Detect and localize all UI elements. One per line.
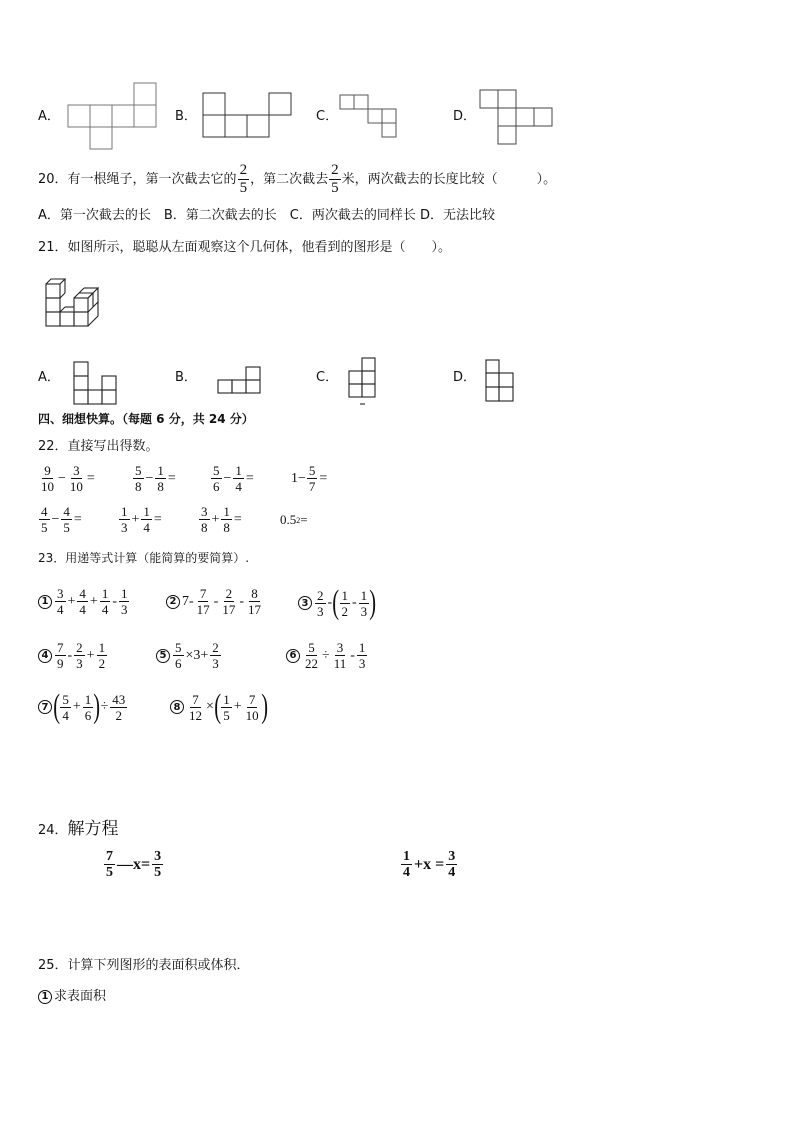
equals: = — [86, 470, 95, 486]
numerator: 1 — [84, 691, 92, 707]
q23-expr-8 — [170, 690, 267, 724]
denominator: 9 — [57, 656, 64, 671]
denominator: 2 — [341, 603, 348, 619]
q22-item-8 — [280, 512, 308, 528]
operator: - — [239, 593, 245, 609]
fraction — [133, 463, 144, 494]
numerator: 5 — [308, 463, 316, 478]
denominator: 5 — [239, 180, 248, 196]
denominator: 8 — [201, 520, 208, 535]
circled-number: 4 — [38, 649, 52, 663]
denominator: 2 — [98, 656, 106, 671]
fraction — [119, 504, 130, 535]
operator: - — [352, 595, 357, 610]
fraction — [210, 640, 221, 671]
square-exponent: 2 — [296, 515, 301, 525]
q22-item-1 — [38, 463, 96, 494]
q20-text-c: 米，两次截去的长度比较（ ）。 — [341, 171, 557, 187]
equation-middle: +x = — [414, 855, 445, 873]
denominator: 4 — [79, 602, 86, 617]
q20-text-a: 有一根绳子，第一次截去它的 — [67, 171, 237, 187]
numerator: 1 — [120, 586, 128, 601]
numerator: 1 — [223, 691, 230, 707]
q23-expr-6 — [286, 640, 368, 671]
operator: − — [51, 511, 60, 527]
q23-expr-1 — [38, 586, 130, 617]
right-paren: ) — [93, 688, 101, 725]
fraction — [357, 640, 368, 671]
q21-question: 21．如图所示，聪聪从左面观察这个几何体，他看到的图形是（ ）。 — [38, 240, 452, 255]
fraction — [211, 463, 222, 494]
q19-option-d-label: D． — [453, 109, 477, 124]
q23-expr-2 — [166, 586, 264, 617]
equals: = — [73, 511, 82, 527]
equation-middle: —x= — [117, 855, 151, 873]
numerator: 1 — [358, 640, 366, 655]
operator: + — [131, 511, 140, 527]
fraction — [83, 692, 94, 723]
fraction — [187, 692, 204, 723]
denominator: 4 — [62, 707, 69, 723]
operator: + — [67, 593, 76, 609]
q22-item-3 — [210, 463, 255, 494]
fraction — [446, 849, 457, 880]
denominator: 8 — [135, 479, 142, 494]
denominator: 3 — [120, 602, 128, 617]
fraction — [60, 692, 71, 723]
denominator: 8 — [223, 520, 230, 535]
denominator: 5 — [223, 707, 230, 723]
fraction — [315, 588, 326, 619]
q19-option-d-net — [480, 90, 552, 144]
fraction — [100, 586, 111, 617]
denominator: 7 — [308, 479, 316, 494]
q21-option-c-label: C． — [316, 370, 339, 385]
equals: = — [233, 511, 242, 527]
numerator: 1 — [98, 640, 106, 655]
fraction — [332, 640, 349, 671]
q22-question: 22．直接写出得数。 — [38, 439, 159, 454]
q20-question — [38, 162, 556, 197]
denominator: 3 — [212, 656, 219, 671]
denominator: 10 — [69, 479, 83, 494]
q24-equation-2 — [400, 849, 458, 880]
numerator: 2 — [212, 640, 219, 655]
numerator: 1 — [235, 463, 242, 478]
numerator: 1 — [143, 504, 150, 519]
numerator: 2 — [239, 162, 248, 178]
q21-option-c-view — [347, 357, 377, 407]
numerator: 5 — [135, 463, 142, 478]
operator: ×3+ — [185, 647, 209, 663]
q22-item-7 — [198, 504, 243, 535]
q23-question: 23．用递等式计算（能简算的要简算）. — [38, 551, 250, 565]
denominator: 4 — [403, 865, 410, 880]
q25-sub-text: 求表面积 — [54, 989, 107, 1004]
operator: ÷ — [100, 699, 109, 714]
denominator: 4 — [57, 602, 64, 617]
denominator: 6 — [213, 479, 220, 494]
numerator: 5 — [62, 691, 69, 707]
operator: - — [350, 647, 355, 663]
left-paren: ( — [214, 688, 221, 725]
operator: + — [211, 511, 220, 527]
fraction — [307, 463, 318, 494]
operator: − — [145, 470, 154, 486]
numerator: 3 — [448, 849, 456, 864]
q23-expr-4 — [38, 640, 108, 671]
fraction — [199, 504, 210, 535]
denominator: 2 — [115, 707, 122, 723]
q23-expr-3 — [298, 586, 376, 620]
numerator: 3 — [201, 504, 208, 519]
numerator: 43 — [112, 691, 126, 707]
denominator: 6 — [175, 656, 182, 671]
denominator: 6 — [84, 707, 92, 723]
q19-option-a-label: A． — [38, 109, 60, 124]
prefix: 1− — [291, 470, 306, 486]
q24-number: 24． — [38, 823, 68, 838]
q20-options: A．第一次截去的长 B．第二次截去的长 C．两次截去的同样长 D．无法比较 — [38, 208, 496, 223]
denominator: 4 — [235, 479, 242, 494]
fraction — [195, 586, 212, 617]
numerator: 3 — [57, 586, 64, 601]
q24-title: 解方程 — [67, 819, 119, 839]
q21-option-b-label: B． — [175, 370, 197, 385]
numerator: 1 — [341, 587, 348, 603]
operator: - — [112, 593, 117, 609]
numerator: 7 — [248, 691, 256, 707]
q21-option-a-label: A． — [38, 370, 60, 385]
fraction — [97, 640, 108, 671]
operator: − — [223, 470, 232, 486]
fraction — [61, 504, 72, 535]
q19-option-b-net — [203, 93, 293, 139]
fraction — [173, 640, 184, 671]
fraction — [244, 692, 261, 723]
circled-number: 7 — [38, 700, 52, 714]
operator: ÷ — [322, 647, 330, 663]
q23-expr-5 — [156, 640, 222, 671]
numerator: 7 — [199, 586, 207, 601]
fraction — [220, 586, 237, 617]
fraction — [68, 463, 85, 494]
fraction — [119, 586, 130, 617]
numerator: 5 — [175, 640, 182, 655]
fraction — [221, 692, 232, 723]
numerator: 1 — [360, 587, 368, 603]
fraction — [77, 586, 88, 617]
fraction — [246, 586, 263, 617]
section-4-title: 四、细想快算。（每题 6 分，共 24 分） — [38, 412, 254, 426]
operator: + — [86, 647, 95, 663]
denominator: 11 — [333, 656, 347, 671]
q22-item-4 — [291, 463, 328, 494]
q20-fraction-1 — [238, 162, 250, 197]
fraction — [340, 588, 351, 619]
fraction — [39, 463, 56, 494]
q25-question: 25．计算下列图形的表面积或体积． — [38, 958, 250, 973]
denominator: 17 — [196, 602, 210, 617]
fraction — [155, 463, 166, 494]
circled-number: 1 — [38, 990, 52, 1004]
denominator: 5 — [41, 520, 48, 535]
fraction — [141, 504, 152, 535]
q24-question — [38, 814, 119, 840]
operator: - — [67, 647, 73, 663]
numerator: 4 — [41, 504, 48, 519]
numerator: 2 — [225, 586, 233, 601]
denominator: 12 — [189, 707, 202, 723]
numerator: 5 — [308, 640, 315, 655]
denominator: 5 — [154, 865, 162, 880]
left-paren: ( — [332, 584, 340, 621]
fraction — [221, 504, 232, 535]
fraction — [401, 849, 412, 880]
operator: + — [72, 699, 81, 714]
operator: + — [233, 699, 242, 714]
right-paren: ) — [260, 688, 268, 725]
q21-option-d-label: D． — [453, 370, 477, 385]
numerator: 4 — [63, 504, 70, 519]
q24-equation-1 — [103, 849, 164, 880]
q20-text-b: ，第二次截去 — [250, 171, 329, 187]
fraction — [74, 640, 85, 671]
q19-option-a-net — [68, 83, 158, 150]
fraction — [303, 640, 320, 671]
denominator: 4 — [101, 602, 109, 617]
denominator: 5 — [63, 520, 70, 535]
q21-option-d-view — [485, 359, 515, 403]
circled-number: 3 — [298, 596, 312, 610]
fraction — [233, 463, 244, 494]
numerator: 4 — [79, 586, 86, 601]
fraction — [152, 849, 163, 880]
denominator: 5 — [331, 180, 339, 196]
numerator: 1 — [223, 504, 230, 519]
circled-number: 1 — [38, 595, 52, 609]
numerator: 3 — [336, 640, 344, 655]
circled-number: 8 — [170, 700, 184, 714]
operator: + — [89, 593, 98, 609]
numerator: 2 — [76, 640, 83, 655]
denominator: 17 — [222, 602, 236, 617]
circled-number: 5 — [156, 649, 170, 663]
q19-option-b-label: B． — [175, 109, 197, 124]
equals: = — [153, 511, 162, 527]
numerator: 1 — [403, 849, 410, 864]
equals: = — [300, 512, 308, 527]
numerator: 8 — [251, 586, 258, 601]
equals: = — [319, 470, 328, 486]
q21-option-a-view — [73, 361, 117, 405]
numerator: 2 — [317, 587, 324, 603]
numerator: 7 — [106, 849, 113, 864]
numerator: 1 — [157, 463, 164, 478]
fraction — [39, 504, 50, 535]
q25-sub-1 — [38, 988, 106, 1006]
denominator: 3 — [121, 520, 128, 535]
left-paren: ( — [53, 688, 61, 725]
numerator: 9 — [44, 463, 51, 478]
equals: = — [167, 470, 176, 486]
q20-number: 20． — [38, 171, 68, 187]
denominator: 4 — [448, 865, 456, 880]
operator: − — [58, 470, 66, 486]
denominator: 3 — [76, 656, 83, 671]
operator: - — [327, 595, 333, 610]
denominator: 10 — [245, 707, 259, 723]
numerator: 3 — [154, 849, 162, 864]
square-base: 0.5 — [280, 512, 297, 527]
operator: - — [213, 593, 219, 609]
q21-solid-figure — [46, 282, 102, 328]
q19-option-c-net — [340, 95, 400, 139]
equals: = — [245, 470, 254, 486]
numerator: 3 — [73, 463, 80, 478]
q22-item-5 — [38, 504, 83, 535]
denominator: 3 — [317, 603, 324, 619]
fraction — [359, 588, 370, 619]
denominator: 8 — [157, 479, 164, 494]
q23-expr-7 — [38, 690, 128, 724]
q22-item-6 — [118, 504, 163, 535]
denominator: 5 — [106, 865, 113, 880]
numerator: 5 — [213, 463, 220, 478]
numerator: 7 — [57, 640, 64, 655]
denominator: 10 — [41, 479, 54, 494]
numerator: 1 — [121, 504, 128, 519]
operator: × — [206, 699, 214, 714]
fraction — [55, 640, 66, 671]
numerator: 2 — [331, 162, 339, 178]
denominator: 3 — [360, 603, 368, 619]
q22-item-2 — [132, 463, 177, 494]
circled-number: 6 — [286, 649, 300, 663]
numerator: 1 — [101, 586, 109, 601]
right-paren: ) — [369, 584, 377, 621]
q19-option-c-label: C． — [316, 109, 339, 124]
q20-fraction-2 — [329, 162, 341, 197]
denominator: 17 — [248, 602, 262, 617]
denominator: 4 — [143, 520, 150, 535]
denominator: 3 — [358, 656, 366, 671]
fraction — [110, 692, 127, 723]
numerator: 7 — [192, 691, 199, 707]
q21-option-b-view — [217, 366, 261, 394]
denominator: 22 — [305, 656, 318, 671]
circled-number: 2 — [166, 595, 180, 609]
fraction — [55, 586, 66, 617]
fraction — [104, 849, 115, 880]
prefix: 7- — [182, 593, 194, 609]
